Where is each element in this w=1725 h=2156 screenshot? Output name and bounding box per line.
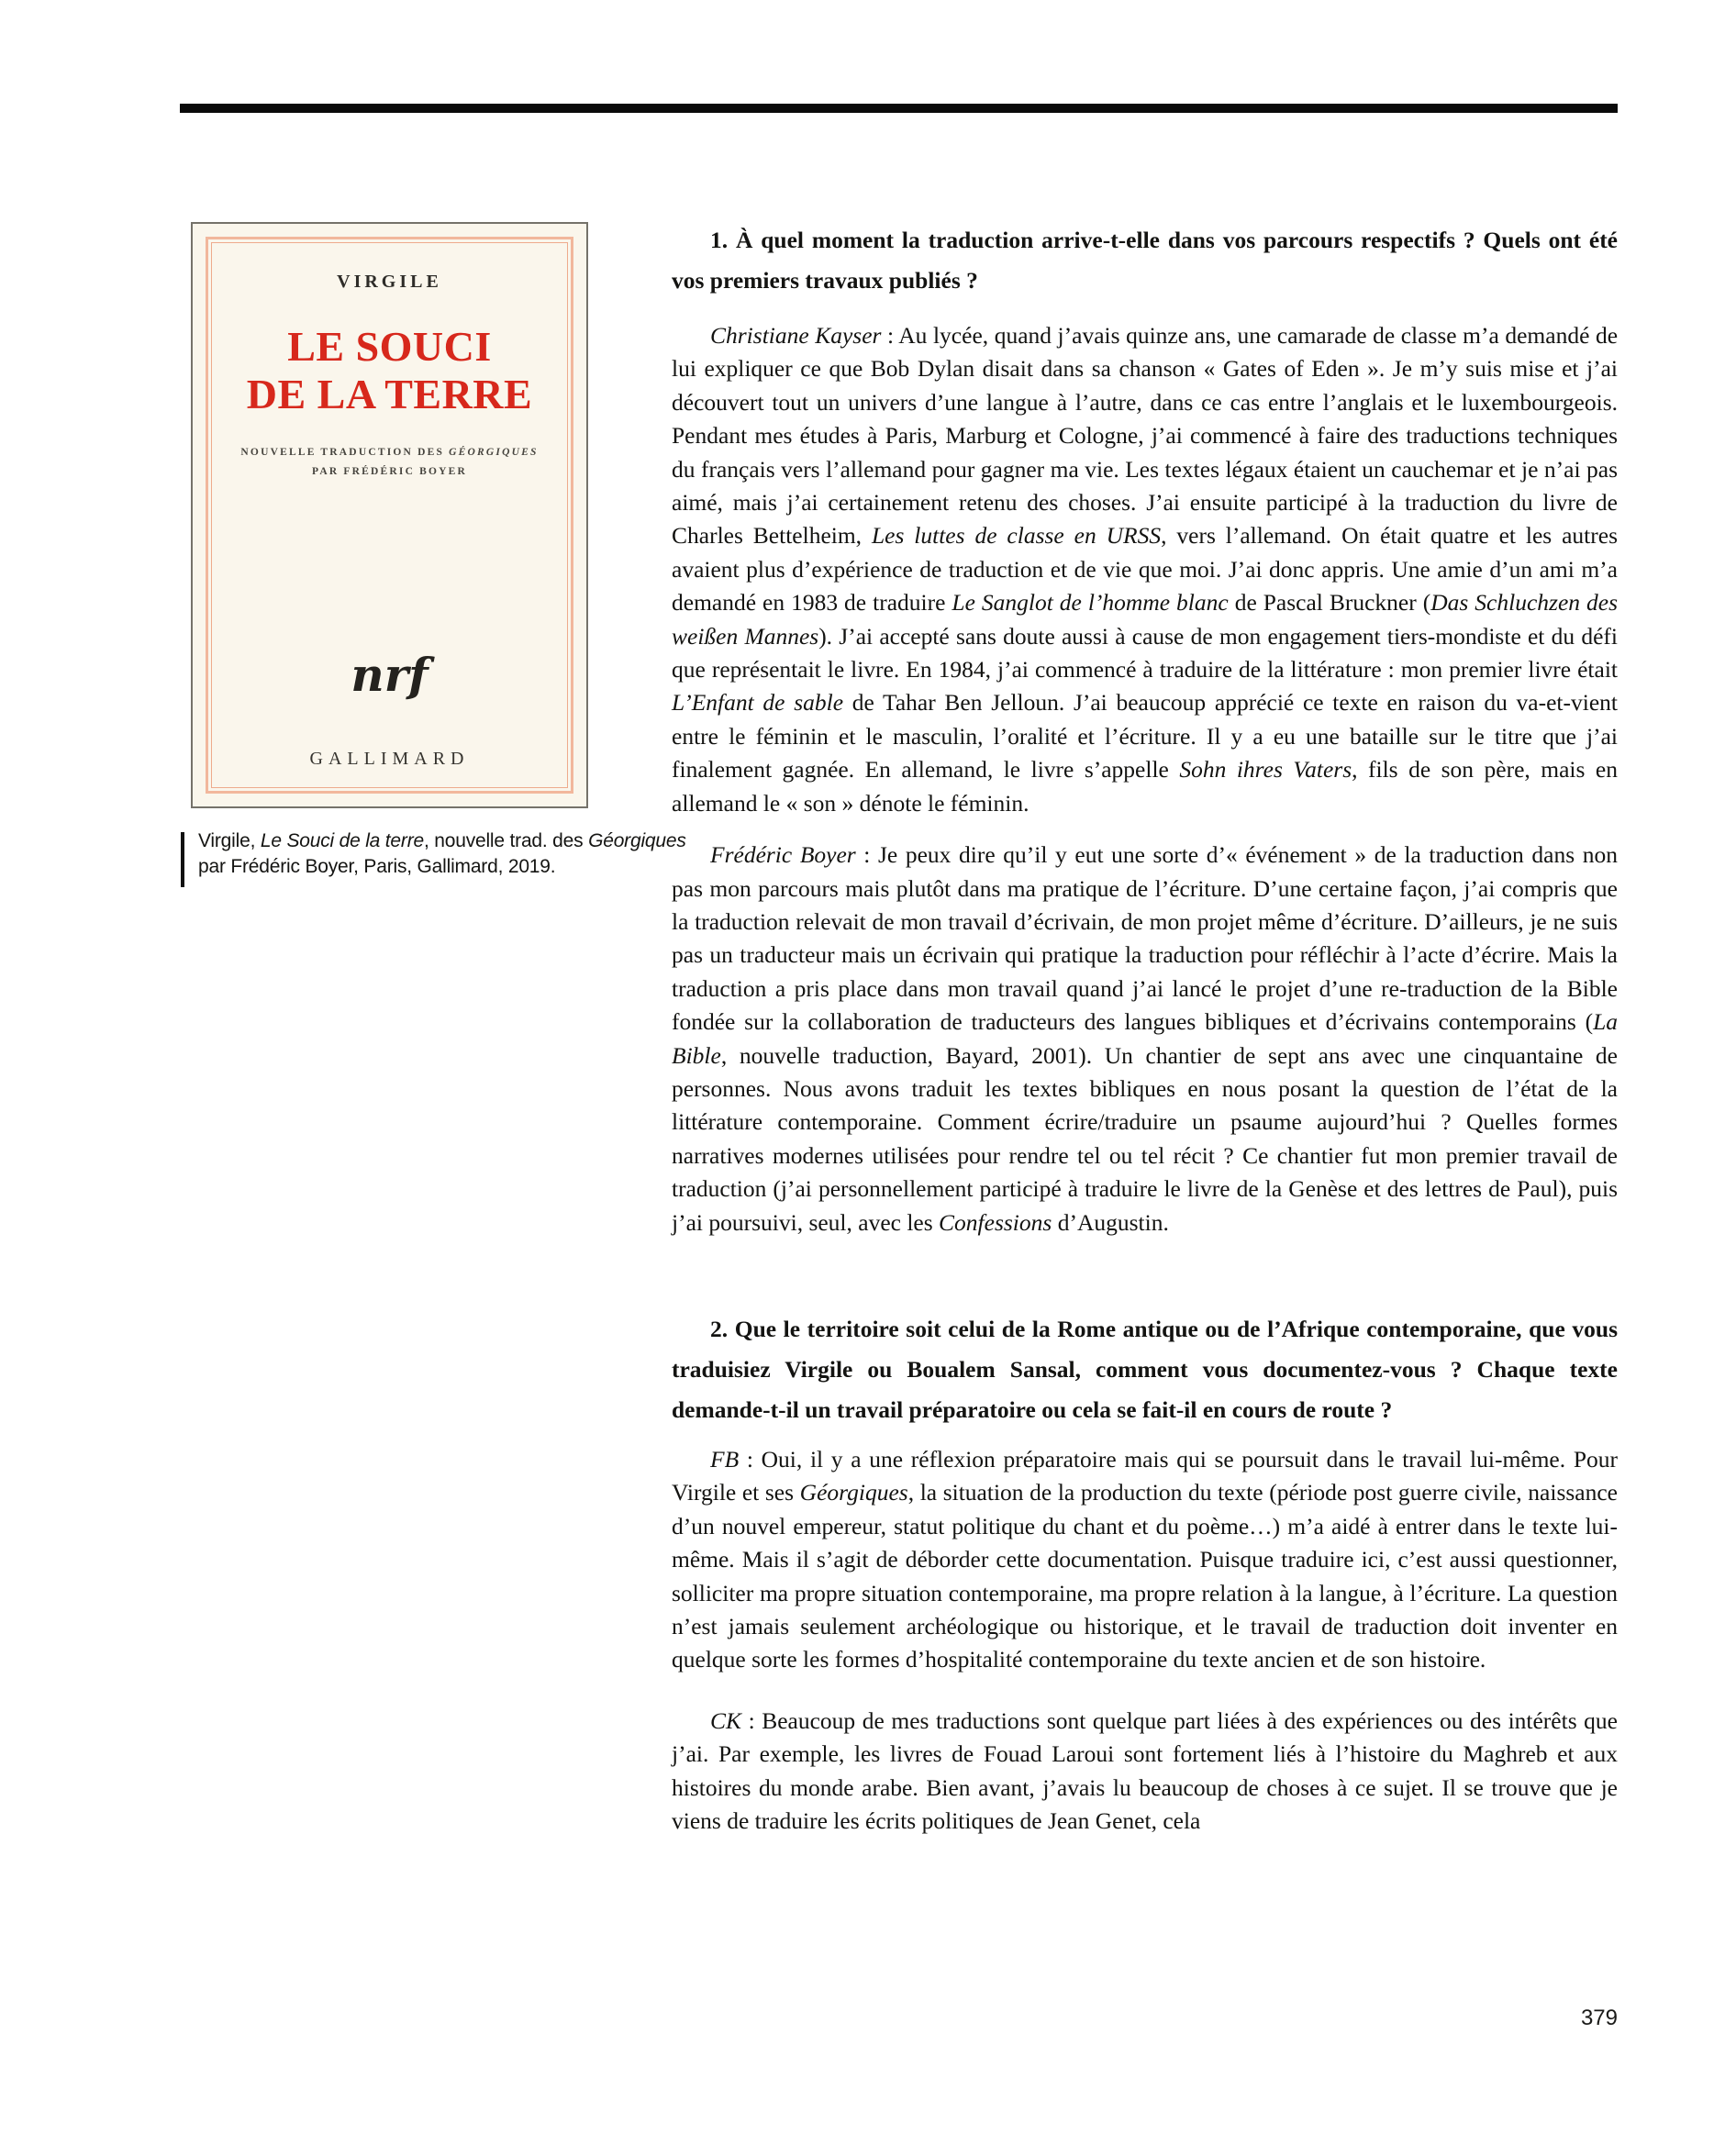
top-rule — [180, 104, 1618, 113]
question-2: 2. Que le territoire soit celui de la Rome antique ou de l’Afrique contemporaine, que vous traduisiez Virgile ou Boualem Sansal, comment vous documentez-vous ? Chaque texte demande-t-il un travail préparatoire ou cela se fait-il en cours de route ? — [672, 1315, 1618, 1423]
book-cover — [191, 222, 588, 808]
caption-bar — [181, 832, 184, 887]
cover-publisher: GALLIMARD — [309, 749, 470, 769]
cover-title-line1: LE SOUCI — [287, 323, 492, 370]
question-1: 1. À quel moment la traduction arrive-t-elle dans vos parcours respectifs ? Quels ont été vos premiers travaux publiés ? — [672, 227, 1618, 294]
figure-caption — [198, 828, 712, 880]
paragraph-christiane-kayser-1: Christiane Kayser : Au lycée, quand j’avais quinze ans, une camarade de classe m’a demandé de lui expliquer ce que Bob Dylan disait dans sa chanson « Gates of Eden ». Je m’y suis mise et j’ai découvert tout un univers d’une langue à l’autre, dans ce cas entre l’anglais et le luxembourgeois. Pendant mes études à Paris, Marburg et Cologne, j’ai commencé à faire des traductions techniques du français vers l’allemand pour gagner ma vie. Les textes légaux étaient un cauchemar et je n’ai pas aimé, mais j’ai certainement retenu des choses. J’ai ensuite participé à la traduction du livre de Charles Bettelheim, Les luttes de classe en URSS, vers l’allemand. On était quatre et les autres avaient plus d’expérience de traduction et de vie que moi. J’ai donc appris. Une amie d’un ami m’a demandé en 1983 de traduire Le Sanglot de l’homme blanc de Pascal Bruckner (Das Schluchzen des weißen Mannes). J’ai accepté sans doute aussi à cause de mon engagement tiers-mondiste et du défi que représentait le livre. En 1984, j’ai commencé à traduire de la littérature : mon premier livre était L’Enfant de sable de Tahar Ben Jelloun. J’ai beaucoup apprécié ce texte en raison du va-et-vient entre le féminin et le masculin, l’oralité et l’écriture. Il y a eu une bataille sur le titre que j’ai finalement gagnée. En allemand, le livre s’appelle Sohn ihres Vaters, fils de son père, mais en allemand le « son » dénote le féminin. — [672, 322, 1619, 817]
cover-title — [193, 323, 586, 418]
cover-frame-outer — [206, 237, 573, 794]
page-number: 379 — [1580, 2006, 1618, 2030]
paragraph-christiane-kayser-2: CK : Beaucoup de mes traductions sont quelque part liées à des expériences ou des intérêts que j’ai. Par exemple, les livres de Fouad Laroui sont fortement liés à l’histoire du Maghreb et aux histoires du monde arabe. Bien avant, j’avais lu beaucoup de choses à ce sujet. Il se trouve que je viens de traduire les écrits politiques de Jean Genet, cela — [672, 1706, 1618, 1835]
caption-line2: par Frédéric Boyer, Paris, Gallimard, 2019. — [198, 856, 556, 877]
nrf-logo: nrf — [351, 648, 428, 702]
cover-author: VIRGILE — [337, 272, 442, 292]
article-column — [672, 220, 1618, 1838]
caption-line1: Virgile, Le Souci de la terre, nouvelle trad. des Géorgiques — [198, 830, 686, 851]
paragraph-frederic-boyer-2: FB : Oui, il y a une réflexion préparatoire mais qui se poursuit dans le travail lui-même. Pour Virgile et ses Géorgiques, la situation de la production du texte (période post guerre civile, naissance d’un nouvel empereur, statut politique du chant et du poème…) m’a aidé à entrer dans le texte lui-même. Mais il s’agit de déborder cette documentation. Puisque traduire ici, c’est aussi questionner, solliciter ma propre situation contemporaine, ma propre relation à la langue, à l’écriture. La question n’est jamais seulement archéologique ou historique, et le travail de traduction doit inventer en quelque sorte les formes d’hospitalité contemporaine du texte ancien et de son histoire. — [672, 1445, 1618, 1673]
cover-title-line2: DE LA TERRE — [246, 371, 533, 417]
paragraph-frederic-boyer-1: Frédéric Boyer : Je peux dire qu’il y eut une sorte d’« événement » de la traduction dans non pas mon parcours mais plutôt dans ma pratique de l’écriture. D’une certaine façon, j’ai compris que la traduction relevait de mon travail d’écrivain, de mon projet même d’écriture. D’ailleurs, je ne suis pas un traducteur mais un écrivain qui pratique la traduction pour réfléchir à l’acte d’écrire. Mais la traduction a pris place dans mon travail quand j’ai lancé le projet d’une re-traduction de la Bible fondée sur la collaboration de traducteurs des langues bibliques et d’écrivains contemporains (La Bible, nouvelle traduction, Bayard, 2001). Un chantier de sept ans avec une cinquantaine de personnes. Nous avons traduit les textes bibliques en nous posant la question de l’état de la littérature contemporaine. Comment écrire/traduire un psaume aujourd’hui ? Quelles formes narratives modernes utilisées pour rendre tel ou tel récit ? Ce chantier fut mon premier travail de traduction (j’ai personnellement participé à traduire le livre de la Genèse et des lettres de Paul), puis j’ai poursuivi, seul, avec les Confessions d’Augustin. — [672, 841, 1618, 1236]
cover-subtitle-line2: PAR FRÉDÉRIC BOYER — [311, 466, 468, 477]
cover-subtitle-line1: NOUVELLE TRADUCTION DES GÉORGIQUES — [240, 447, 539, 458]
